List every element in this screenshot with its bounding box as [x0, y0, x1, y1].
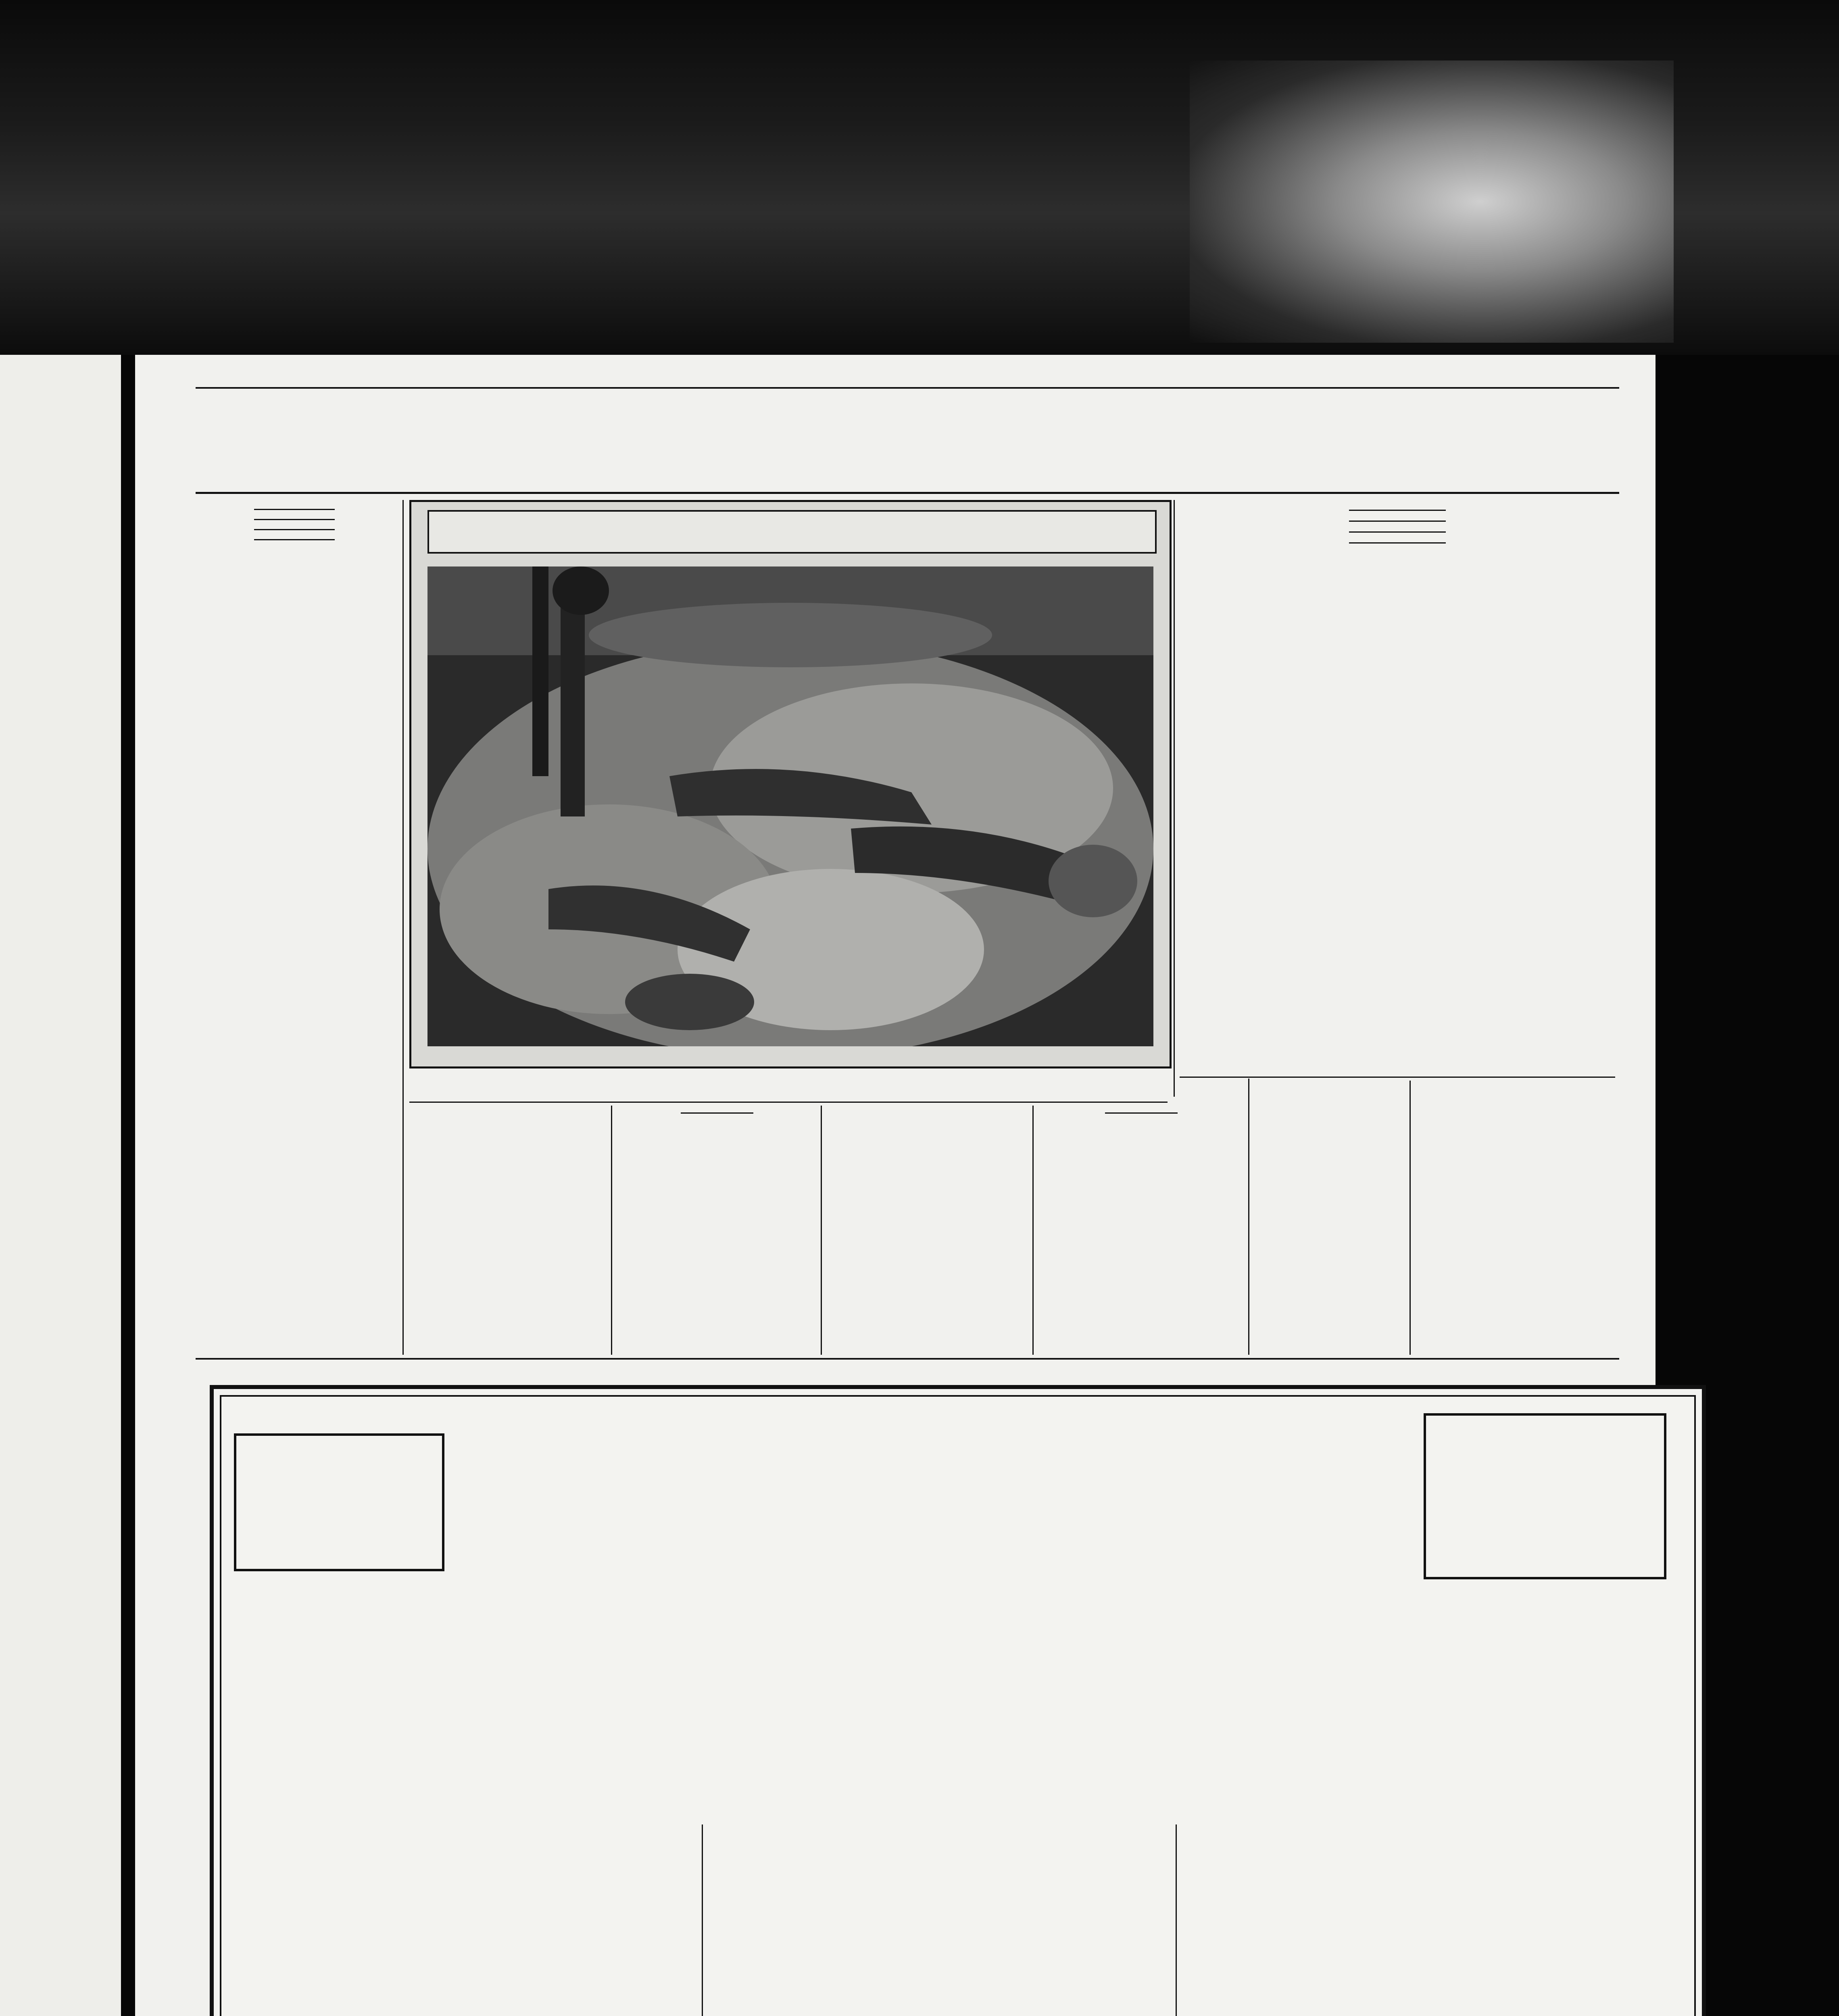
- article-body: [1180, 935, 1389, 1073]
- photo-highlight: [1190, 60, 1674, 343]
- article-sects: [617, 1107, 817, 1281]
- rule: [1349, 521, 1446, 522]
- rule: [1349, 531, 1446, 533]
- rule: [1180, 1077, 1615, 1078]
- photograph-image: [427, 566, 1153, 1046]
- article-german-post: [192, 500, 397, 981]
- column-rule: [1409, 1081, 1411, 1355]
- compulsion-sale-ad: [210, 1385, 1706, 2016]
- mens-clothing-section: [714, 1824, 1166, 1835]
- article-sects-cont: [827, 1107, 1028, 1353]
- store-box: [234, 1433, 444, 1571]
- article-body: [192, 549, 397, 981]
- rule: [254, 539, 335, 540]
- rule: [1349, 542, 1446, 544]
- column-rule: [1176, 1824, 1177, 2016]
- war-photograph: [427, 566, 1153, 1046]
- article-big-difference: [1180, 1083, 1405, 1290]
- rule: [1349, 510, 1446, 511]
- photo-title-box: [427, 510, 1157, 554]
- column-rule: [702, 1824, 703, 2016]
- article-body: [1401, 935, 1615, 1073]
- stock-box: [1424, 1413, 1666, 1579]
- boots-section: [1186, 1816, 1662, 1822]
- rule: [254, 529, 335, 530]
- article-continuation: [409, 1107, 607, 1353]
- column-rule: [1174, 500, 1175, 1097]
- article-body: [617, 1119, 817, 1281]
- rule: [254, 519, 335, 520]
- article-body: [1180, 1088, 1405, 1290]
- article-body: [1416, 1088, 1617, 1290]
- gents-section: [252, 1824, 692, 1830]
- neighbor-page: [0, 355, 121, 2016]
- rule: [1105, 1112, 1178, 1114]
- rule: [196, 387, 1619, 389]
- article-great-offensive: [1180, 500, 1615, 553]
- article-montenegrins: [1416, 1083, 1617, 1290]
- column-rule: [821, 1106, 822, 1355]
- photo-panel: [409, 500, 1172, 1068]
- rule: [681, 1112, 753, 1114]
- column-rule: [611, 1106, 612, 1355]
- rule: [196, 1358, 1619, 1360]
- rule: [409, 1102, 1168, 1103]
- column-rule: [1032, 1106, 1034, 1355]
- rule: [254, 509, 335, 510]
- column-rule: [402, 500, 404, 1355]
- rule: [196, 492, 1619, 494]
